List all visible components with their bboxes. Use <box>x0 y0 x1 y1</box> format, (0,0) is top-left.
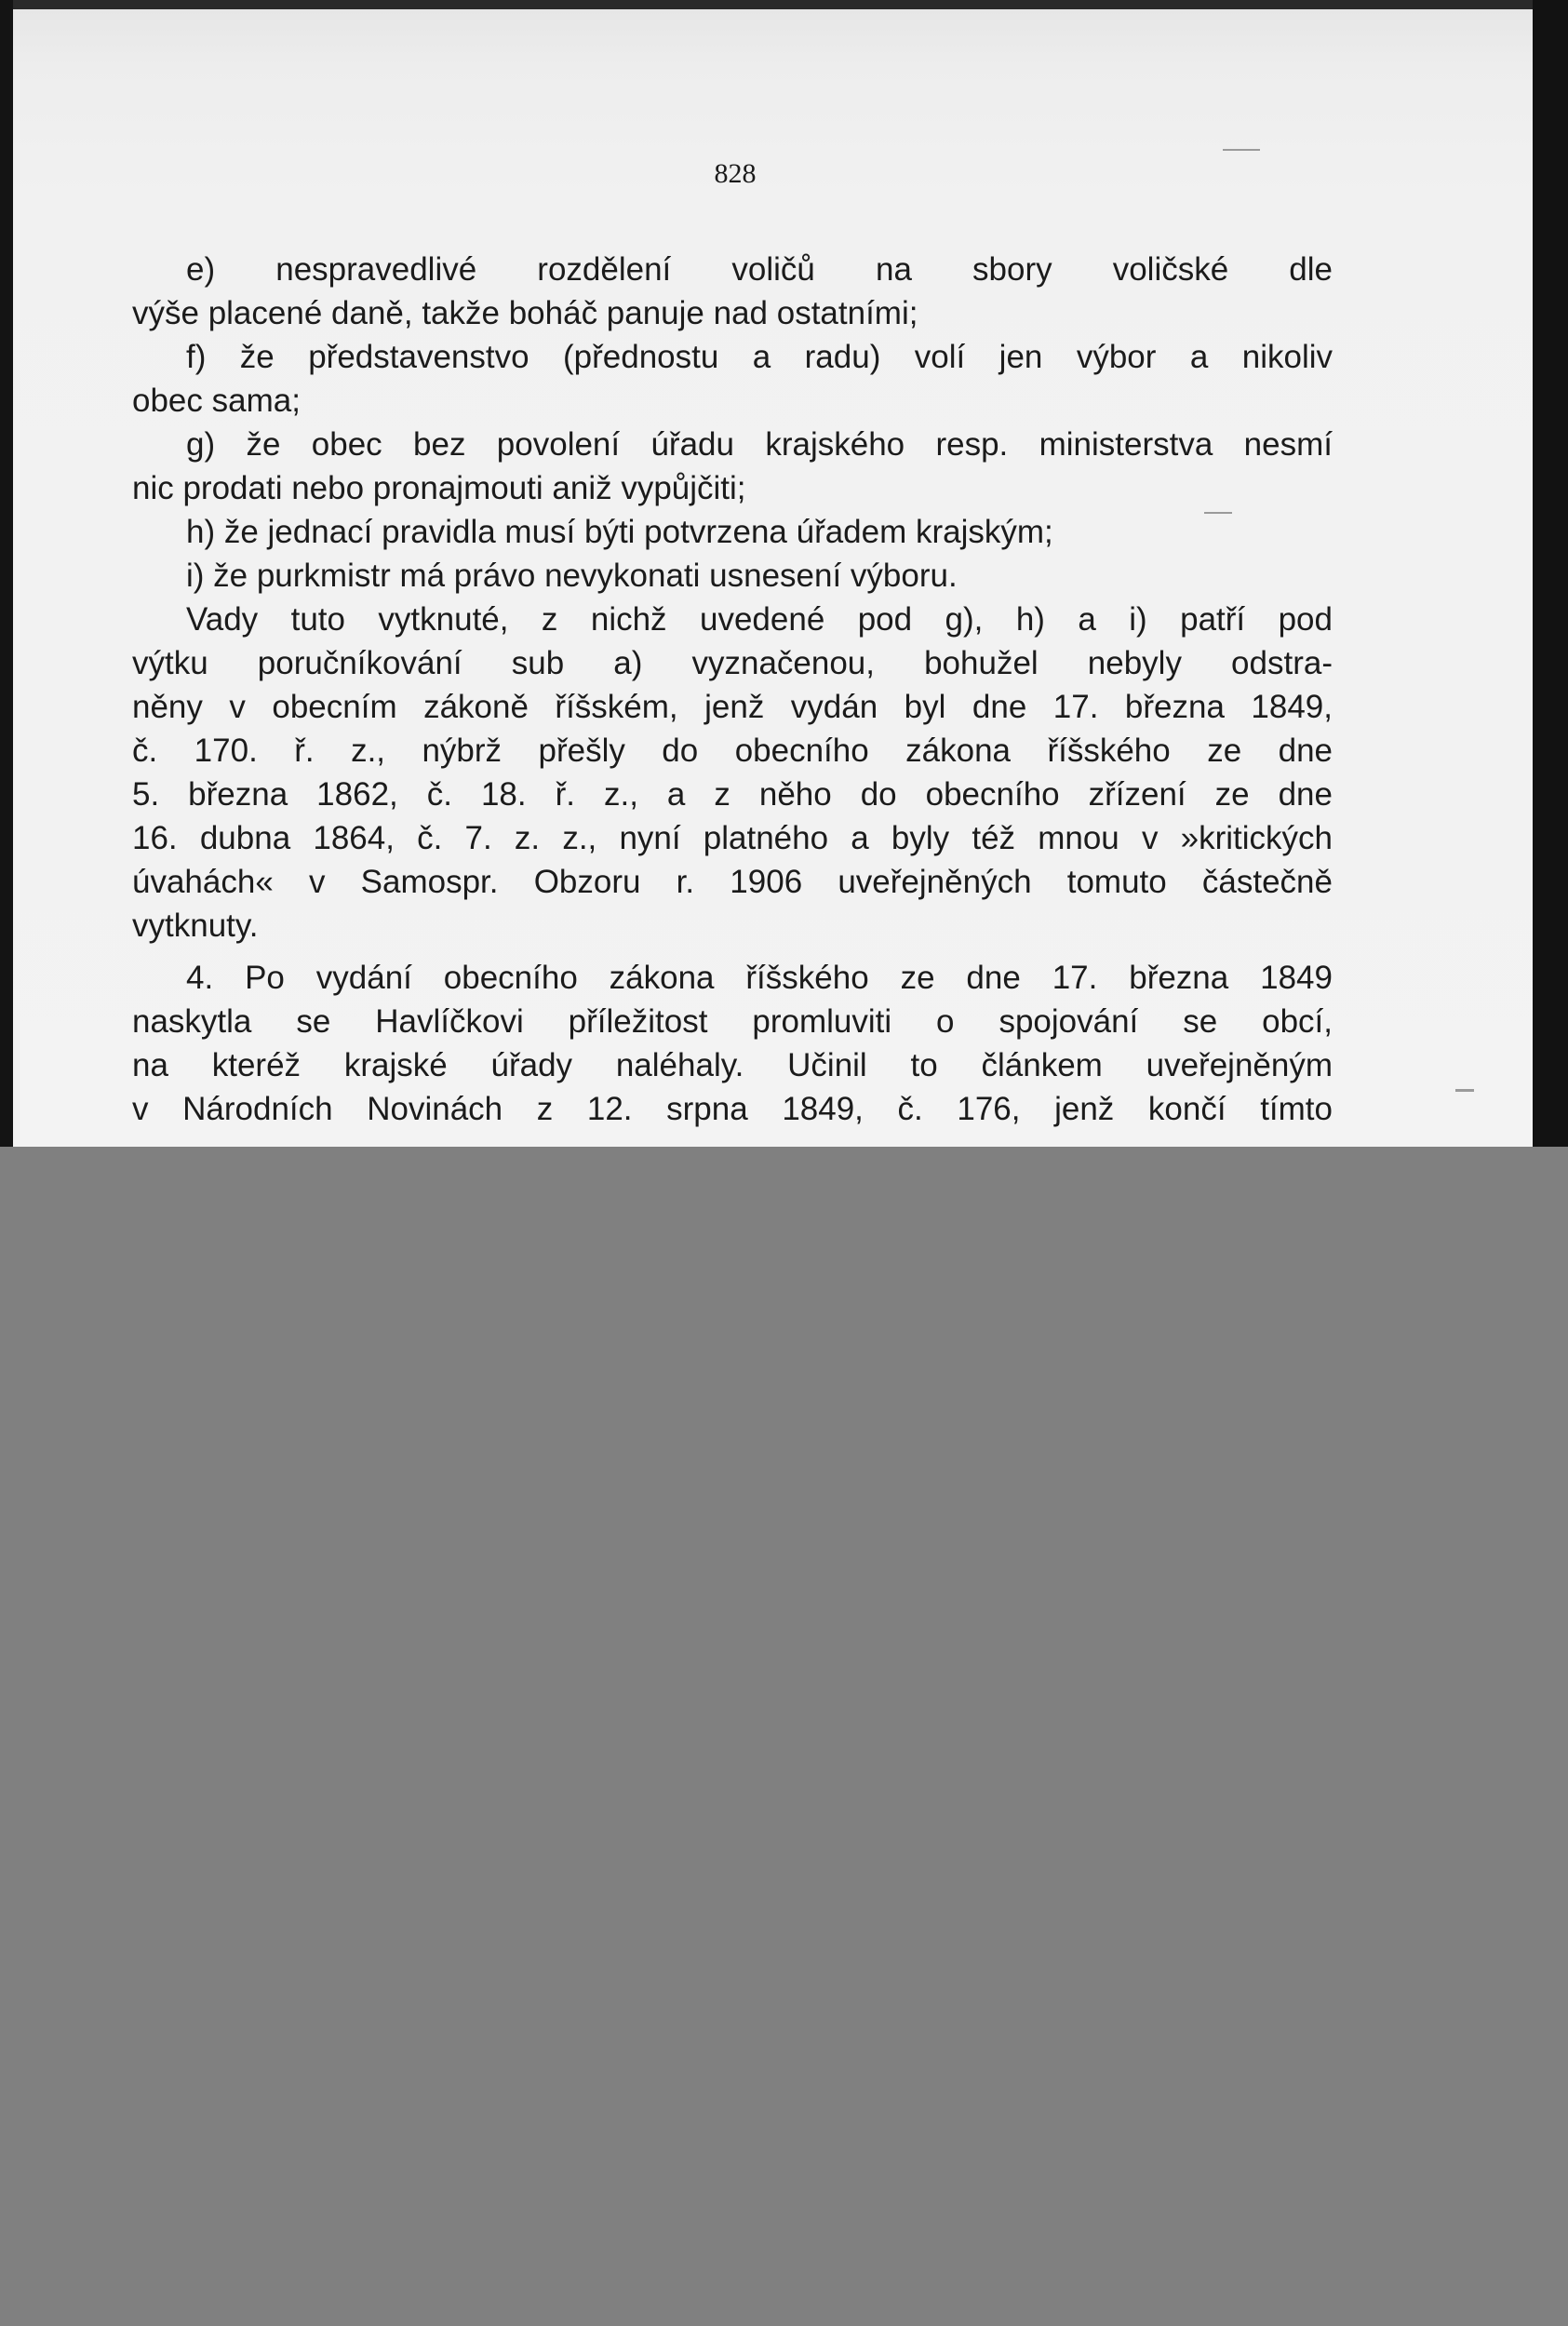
text-line: naskytla se Havlíčkovi příležitost promluviti o spojování se obcí, <box>132 1003 1333 1040</box>
text-line: na kteréž krajské úřady naléhaly. Učinil to článkem uveřejněným <box>132 1047 1333 1083</box>
text-line: obec sama; <box>132 383 301 419</box>
text-line: g) že obec bez povolení úřadu krajského resp. ministerstva nesmí <box>186 426 1333 463</box>
text-line: v Národních Novinách z 12. srpna 1849, č. 176, jenž končí tímto <box>132 1091 1333 1127</box>
text-line: Vady tuto vytknuté, z nichž uvedené pod g), h) a i) patří pod <box>186 601 1333 638</box>
scan-right-edge <box>1533 0 1568 1147</box>
text-line: 4. Po vydání obecního zákona říšského ze dne 17. března 1849 <box>186 960 1333 996</box>
scan-speck <box>1455 1089 1474 1092</box>
text-line: h) že jednací pravidla musí býti potvrzena úřadem krajským; <box>186 514 1053 550</box>
text-line: vytknuty. <box>132 908 259 944</box>
book-page <box>13 9 1533 1147</box>
text-line: 5. března 1862, č. 18. ř. z., a z něho do obecního zřízení ze dne <box>132 776 1333 813</box>
text-line: úvahách« v Samospr. Obzoru r. 1906 uveřejněných tomuto částečně <box>132 864 1333 900</box>
text-line: č. 170. ř. z., nýbrž přešly do obecního zákona říšského ze dne <box>132 733 1333 769</box>
text-line: výtku poručníkování sub a) vyznačenou, bohužel nebyly odstra- <box>132 645 1333 681</box>
scan-left-edge <box>0 0 13 1147</box>
text-line: 16. dubna 1864, č. 7. z. z., nyní platného a byly též mnou v »kritických <box>132 820 1333 856</box>
text-line: výše placené daně, takže boháč panuje nad ostatními; <box>132 295 918 331</box>
scan-speck <box>1223 149 1260 151</box>
blank-lower-area <box>0 1147 1568 2326</box>
text-line: nic prodati nebo pronajmouti aniž vypůjčiti; <box>132 470 746 506</box>
text-line: f) že představenstvo (přednostu a radu) volí jen výbor a nikoliv <box>186 339 1333 375</box>
body-text <box>132 248 1333 1131</box>
text-line: e) nespravedlivé rozdělení voličů na sbory voličské dle <box>186 251 1333 288</box>
text-line: něny v obecním zákoně říšském, jenž vydán byl dne 17. března 1849, <box>132 689 1333 725</box>
scan-speck <box>1204 512 1232 514</box>
paragraph-gap <box>132 948 1333 956</box>
page-number: 828 <box>714 158 757 189</box>
text-line: i) že purkmistr má právo nevykonati usnesení výboru. <box>186 558 958 594</box>
